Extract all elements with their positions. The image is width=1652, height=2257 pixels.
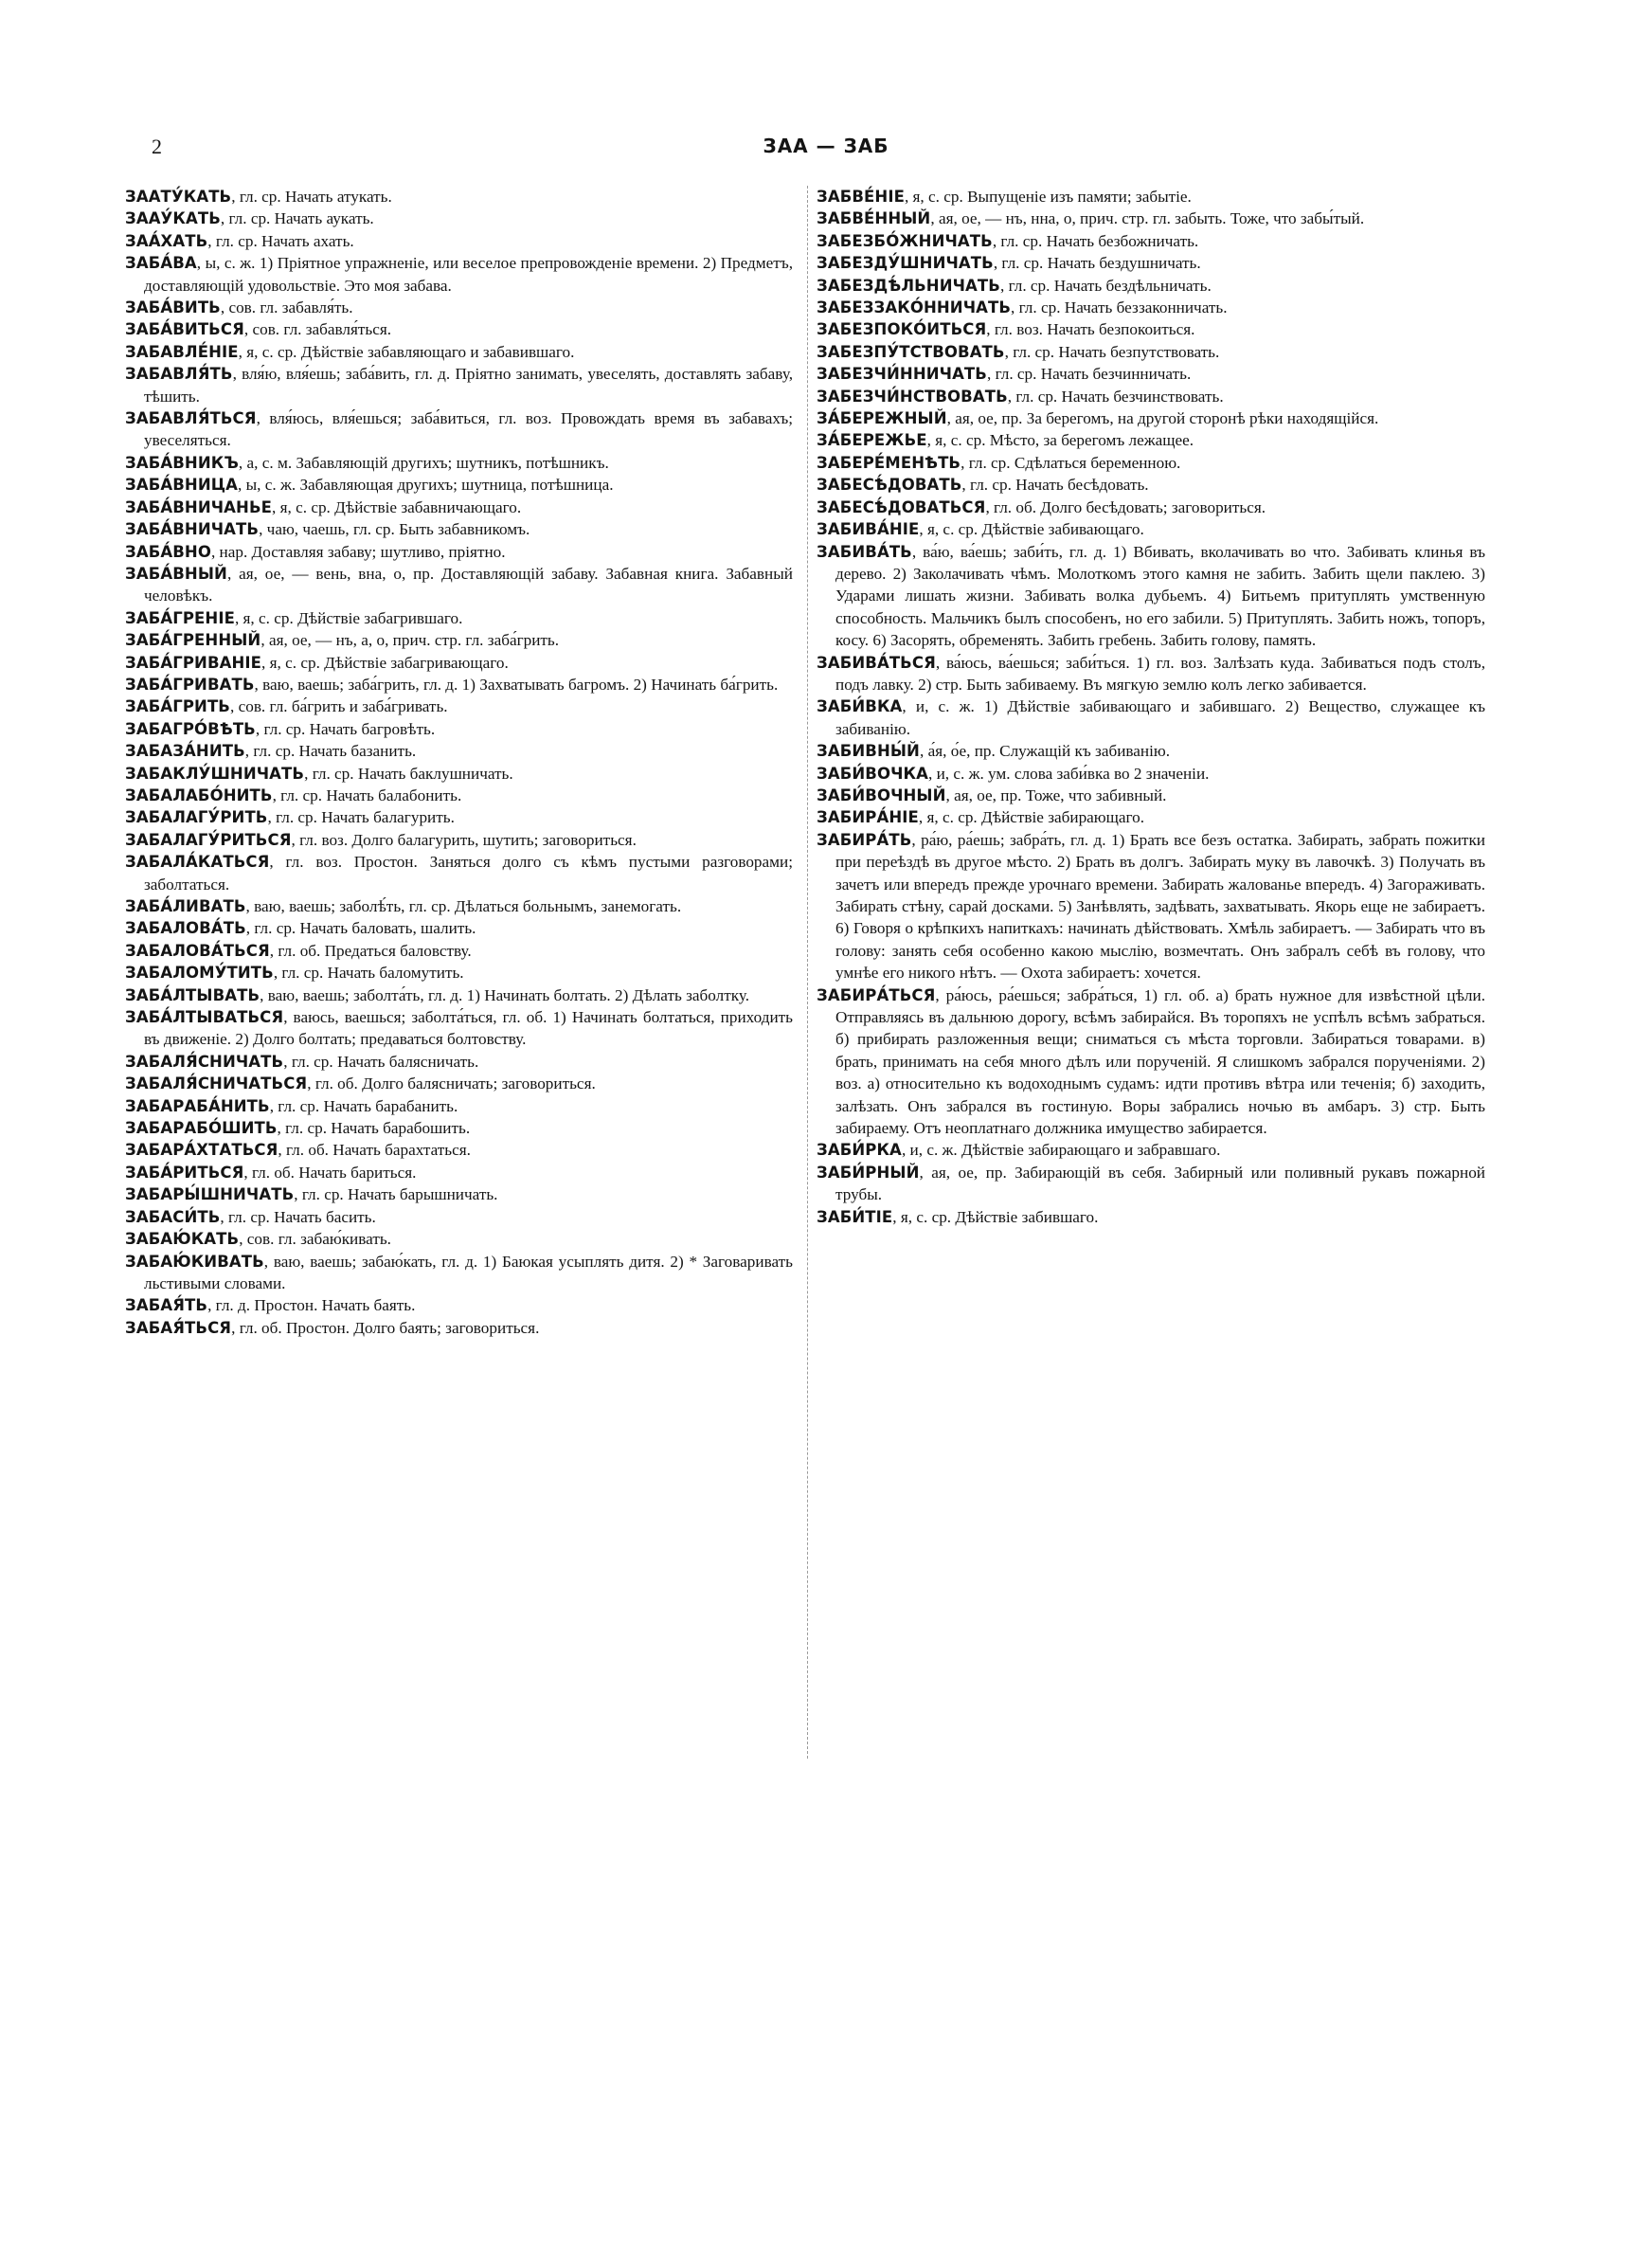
dictionary-entry bbox=[817, 497, 1485, 518]
dictionary-entry bbox=[125, 318, 793, 340]
dictionary-entry bbox=[817, 186, 1485, 208]
dictionary-entry bbox=[125, 1051, 793, 1073]
dictionary-entry bbox=[125, 806, 793, 828]
entry-headword: ЗАБИ́РКА bbox=[817, 1141, 902, 1160]
entry-definition: , ваю, ваешь; забаю́кать, гл. д. 1) Баюкая усыплять дитя. 2) * Заговаривать льстивыми словами. bbox=[144, 1252, 793, 1292]
entry-headword: ЗАБИ́ВОЧНЫЙ bbox=[817, 785, 946, 804]
entry-definition: , а, с. м. Забавляющій другихъ; шутникъ, потѣшникъ. bbox=[238, 453, 609, 472]
dictionary-entry bbox=[817, 1162, 1485, 1206]
entry-headword: ЗАБИ́ТІЕ bbox=[817, 1207, 893, 1226]
dictionary-entry bbox=[125, 851, 793, 895]
dictionary-entry bbox=[125, 607, 793, 629]
entry-definition: , и, с. ж. 1) Дѣйствіе забивающаго и забившаго. 2) Вещество, служащее къ забиванію. bbox=[835, 697, 1485, 738]
entry-headword: ЗАБАКЛУ́ШНИЧАТЬ bbox=[125, 764, 305, 783]
dictionary-entry bbox=[817, 297, 1485, 318]
entry-headword: ЗАБА́ВНИЧАНЬЕ bbox=[125, 497, 272, 516]
entry-headword: ЗАБАЛАГУ́РИТЬСЯ bbox=[125, 830, 292, 849]
entry-headword: ЗАБА́ВНО bbox=[125, 542, 211, 561]
entry-definition: , сов. гл. забавля́ть. bbox=[220, 298, 353, 317]
dictionary-entry bbox=[817, 386, 1485, 407]
entry-definition: , гл. ср. Начать багровѣть. bbox=[255, 719, 436, 738]
entry-headword: ЗАБАЛЯ́СНИЧАТЬ bbox=[125, 1052, 284, 1071]
dictionary-entry bbox=[125, 474, 793, 496]
entry-definition: , гл. ср. Начать барабошить. bbox=[277, 1119, 471, 1138]
entry-definition: , гл. ср. Начать безчинничать. bbox=[986, 365, 1192, 384]
entry-definition: , ая, ое, пр. За берегомъ, на другой сторонѣ рѣки находящійся. bbox=[946, 409, 1379, 428]
dictionary-entry bbox=[817, 1139, 1485, 1161]
entry-definition: , ая, ое, — вень, вна, о, пр. Доставляющій забаву. Забавная книга. Забавный человѣкъ. bbox=[144, 564, 793, 605]
entry-headword: ЗАБАЛОВА́ТЬСЯ bbox=[125, 941, 270, 960]
dictionary-entry bbox=[817, 429, 1485, 451]
dictionary-entry bbox=[817, 1206, 1485, 1228]
entry-headword: ЗАБИВА́ТЬСЯ bbox=[817, 653, 936, 672]
entry-definition: , нар. Доставляя забаву; шутливо, пріятно. bbox=[210, 542, 506, 561]
dictionary-entry bbox=[125, 452, 793, 474]
entry-headword: ЗАБА́ВИТЬСЯ bbox=[125, 320, 244, 339]
entry-definition: , я, с. ср. Мѣсто, за берегомъ лежащее. bbox=[926, 431, 1194, 450]
dictionary-entry bbox=[125, 984, 793, 1006]
entry-definition: , я, с. ср. Дѣйствіе забавляющаго и забавившаго. bbox=[238, 342, 575, 361]
entry-headword: ЗАБВЕ́ННЫЙ bbox=[817, 209, 931, 228]
dictionary-entry bbox=[817, 695, 1485, 740]
entry-definition: , я, с. ср. Дѣйствіе забагрившаго. bbox=[234, 608, 463, 627]
entry-definition: , чаю, чаешь, гл. ср. Быть забавникомъ. bbox=[259, 520, 530, 539]
entry-definition: , гл. ср. Начать бездушничать. bbox=[993, 254, 1201, 273]
entry-definition: , ы, с. ж. Забавляющая другихъ; шутница, потѣшница. bbox=[238, 476, 614, 495]
entry-headword: ЗАБИВА́ТЬ bbox=[817, 542, 912, 561]
page-number: 2 bbox=[152, 135, 162, 158]
entry-headword: ЗАБИ́РНЫЙ bbox=[817, 1163, 920, 1182]
entry-definition: , и, с. ж. Дѣйствіе забирающаго и забравшаго. bbox=[901, 1141, 1221, 1160]
entry-definition: , гл. ср. Начать безчинствовать. bbox=[1007, 387, 1224, 406]
entry-definition: , гл. об. Начать бариться. bbox=[243, 1163, 417, 1182]
entry-headword: ЗАБИ́ВОЧКА bbox=[817, 764, 928, 783]
entry-definition: , сов. гл. забаю́кивать. bbox=[239, 1230, 391, 1249]
dictionary-entry bbox=[125, 1228, 793, 1250]
entry-definition: , гл. ср. Начать безбожничать. bbox=[992, 231, 1199, 250]
dictionary-entry bbox=[125, 917, 793, 939]
entry-headword: ЗАБА́ГРЕННЫЙ bbox=[125, 631, 261, 650]
left-column bbox=[125, 186, 793, 1339]
entry-definition: , гл. воз. Начать безпокоиться. bbox=[986, 320, 1195, 339]
dictionary-entry bbox=[125, 895, 793, 917]
entry-headword: ЗАБА́ЛТЫВАТЬ bbox=[125, 985, 260, 1004]
entry-definition: , гл. об. Долго балясничать; заговориться. bbox=[307, 1074, 596, 1093]
entry-headword: ЗАБА́ВИТЬ bbox=[125, 298, 221, 317]
dictionary-entry bbox=[817, 407, 1485, 429]
entry-headword: ЗАБАВЛЯ́ТЬ bbox=[125, 365, 233, 384]
dictionary-entry bbox=[817, 230, 1485, 252]
entry-headword: ЗАБЕРЕ́МЕНѢТЬ bbox=[817, 453, 961, 472]
entry-headword: ЗАБА́ГРИВАНІЕ bbox=[125, 653, 262, 672]
entry-headword: ЗАБАСИ́ТЬ bbox=[125, 1207, 221, 1226]
entry-definition: , я, с. ср. Дѣйствіе забавничающаго. bbox=[272, 497, 522, 516]
entry-headword: ЗАБАРАБО́ШИТЬ bbox=[125, 1119, 278, 1138]
entry-headword: ЗАБАРА́ХТАТЬСЯ bbox=[125, 1141, 278, 1160]
entry-definition: , гл. ср. Начать базанить. bbox=[244, 742, 417, 761]
entry-definition: , я, с. ср. Дѣйствіе забирающаго. bbox=[918, 808, 1145, 827]
entry-definition: , ва́юсь, ва́ешься; заби́ться. 1) гл. воз. Залѣзать куда. Забиваться подъ столъ, подъ лавку. 2) стр. Быть забиваему. Въ мягкую землю колъ легко забивается. bbox=[835, 653, 1485, 694]
dictionary-entry bbox=[125, 1006, 793, 1051]
entry-definition: , гл. ср. Начать барабанить. bbox=[269, 1096, 458, 1115]
dictionary-entry bbox=[817, 452, 1485, 474]
entry-definition: , ая, ое, пр. Забирающій въ себя. Забирный или поливный рукавъ пожарной трубы. bbox=[835, 1163, 1485, 1204]
dictionary-entry bbox=[817, 252, 1485, 274]
dictionary-entry bbox=[125, 629, 793, 651]
dictionary-entry bbox=[125, 674, 793, 695]
entry-headword: ЗАБА́ВНИКЪ bbox=[125, 453, 239, 472]
entry-headword: ЗАБИВА́НІЕ bbox=[817, 520, 920, 539]
entry-definition: , а́я, о́е, пр. Служащій къ забиванію. bbox=[919, 742, 1171, 761]
entry-headword: ЗА́БЕРЕЖНЫЙ bbox=[817, 409, 947, 428]
entry-headword: ЗАБА́ВНЫЙ bbox=[125, 564, 227, 583]
dictionary-entry bbox=[125, 1317, 793, 1339]
entry-definition: , гл. ср. Начать атукать. bbox=[231, 188, 392, 206]
dictionary-entry bbox=[125, 1162, 793, 1183]
entry-definition: , я, с. ср. Дѣйствіе забивающаго. bbox=[919, 520, 1144, 539]
dictionary-entry bbox=[125, 740, 793, 762]
entry-definition: , ая, ое, пр. Тоже, что забивный. bbox=[945, 785, 1167, 804]
entry-definition: , гл. ср. Начать аукать. bbox=[220, 209, 374, 228]
dictionary-entry bbox=[125, 563, 793, 607]
entry-headword: ЗАБАЛОВА́ТЬ bbox=[125, 919, 246, 938]
entry-headword: ЗААТУ́КАТЬ bbox=[125, 188, 232, 206]
entry-headword: ЗАБА́ГРИВАТЬ bbox=[125, 675, 255, 694]
entry-headword: ЗАБАВЛЕ́НІЕ bbox=[125, 342, 239, 361]
column-divider bbox=[807, 186, 808, 1759]
dictionary-entry bbox=[125, 341, 793, 363]
entry-headword: ЗАБЕЗДѢ́ЛЬНИЧАТЬ bbox=[817, 276, 1000, 295]
dictionary-entry bbox=[125, 252, 793, 297]
dictionary-entry bbox=[817, 984, 1485, 1140]
entry-definition: , гл. об. Долго бесѣдовать; заговориться. bbox=[985, 497, 1266, 516]
entry-headword: ЗАБИРА́ТЬСЯ bbox=[817, 985, 936, 1004]
entry-headword: ЗАБАЛА́КАТЬСЯ bbox=[125, 853, 270, 872]
dictionary-entry bbox=[125, 1095, 793, 1117]
dictionary-entry bbox=[817, 474, 1485, 496]
dictionary-entry bbox=[125, 718, 793, 740]
dictionary-entry bbox=[817, 652, 1485, 696]
dictionary-entry bbox=[125, 1183, 793, 1205]
entry-definition: , ая, ое, — нъ, а, о, прич. стр. гл. заба́грить. bbox=[260, 631, 560, 650]
entry-definition: , гл. ср. Начать бездѣльничать. bbox=[999, 276, 1212, 295]
entry-headword: ЗАБЕЗЧИ́НСТВОВАТЬ bbox=[817, 387, 1008, 406]
entry-headword: ЗАБАЮ́КИВАТЬ bbox=[125, 1252, 264, 1271]
entry-definition: , гл. ср. Начать баклушничать. bbox=[304, 764, 513, 783]
entry-headword: ЗАБА́ГРЕНІЕ bbox=[125, 608, 235, 627]
entry-definition: , гл. ср. Начать баломутить. bbox=[273, 964, 464, 983]
dictionary-entry bbox=[125, 363, 793, 407]
entry-definition: , гл. ср. Начать балясничать. bbox=[283, 1052, 479, 1071]
entry-headword: ЗАБЕЗБО́ЖНИЧАТЬ bbox=[817, 231, 993, 250]
entry-definition: , и, с. ж. ум. слова заби́вка во 2 значеніи. bbox=[927, 764, 1210, 783]
dictionary-entry bbox=[817, 763, 1485, 785]
entry-definition: , гл. ср. Начать баловать, шалить. bbox=[245, 919, 476, 938]
entry-headword: ЗАБА́ЛИВАТЬ bbox=[125, 897, 246, 915]
entry-definition: , ва́ю, ва́ешь; заби́ть, гл. д. 1) Вбивать, вколачивать во что. Забивать клинья въ дерево. 2) Заколачивать чѣмъ. Молоткомъ этого камня не забить. Забить щели паклею. 3) Ударами лишать жизни. Забивать волка дубьемъ. 4) Битьемъ притуплять умственную способность. Мальчикъ былъ способенъ, но его забили. 5) Притуплять. Забить ножъ, топоръ, косу. 6) Засорять, обременять. Забить гребень. Забить голову, память. bbox=[835, 542, 1485, 650]
entry-headword: ЗАБАЗА́НИТЬ bbox=[125, 742, 245, 761]
dictionary-entry bbox=[125, 1139, 793, 1161]
dictionary-entry bbox=[817, 518, 1485, 540]
dictionary-entry bbox=[125, 407, 793, 452]
entry-headword: ЗАБЕЗПУ́ТСТВОВАТЬ bbox=[817, 342, 1005, 361]
dictionary-entry bbox=[125, 297, 793, 318]
entry-definition: , гл. воз. Долго балагурить, шутить; заговориться. bbox=[291, 830, 637, 849]
entry-definition: , ра́юсь, ра́ешься; забра́ться, 1) гл. об. а) брать нужное для извѣстной цѣли. Отправляясь въ дальнюю дорогу, всѣмъ забирайся. Въ торопяхъ не успѣлъ всѣмъ забраться. б) прибирать разложенныя вещи; сниматься съ мѣста торговли. Забираться товарами. в) брать, принимать на себя много дѣлъ или порученій. Я слишкомъ забрался порученіями. 2) воз. а) относительно къ водоходнымъ судамъ: идти противъ вѣтра или теченія; б) заходить, залѣзать. Онъ забрался въ гостиную. Воры забрались ночью въ амбаръ. 3) стр. Быть забираему. Отъ неоплатнаго должника имущество забирается. bbox=[835, 985, 1485, 1138]
dictionary-entry bbox=[125, 208, 793, 229]
entry-definition: , гл. ср. Начать безпутствовать. bbox=[1004, 342, 1220, 361]
entry-headword: ЗАБАВЛЯ́ТЬСЯ bbox=[125, 409, 257, 428]
entry-definition: , гл. ср. Начать ахать. bbox=[207, 231, 354, 250]
dictionary-entry bbox=[125, 230, 793, 252]
dictionary-entry bbox=[125, 1251, 793, 1295]
entry-headword: ЗАБИРА́НІЕ bbox=[817, 808, 919, 827]
dictionary-entry bbox=[817, 341, 1485, 363]
entry-definition: , гл. ср. Сдѣлаться беременною. bbox=[961, 453, 1181, 472]
entry-headword: ЗАБИВНЫ́Й bbox=[817, 742, 920, 761]
dictionary-entry bbox=[125, 652, 793, 674]
entry-headword: ЗАБАРАБА́НИТЬ bbox=[125, 1096, 270, 1115]
entry-definition: , ра́ю, ра́ешь; забра́ть, гл. д. 1) Брать все безъ остатка. Забирать, забрать пожитки при переѣздѣ въ другое мѣсто. 2) Брать въ долгъ. Забирать муку въ лавочкѣ. 3) Получать въ зачетъ или впередъ прежде урочнаго времени. Забирать жалованье впередъ. 4) Загораживать. Забирать стѣну, сарай досками. 5) Занѣвлять, задѣвать, захватывать. Якорь еще не забираетъ. 6) Говоря о крѣпкихъ напиткахъ: начинать дѣйствовать. Хмѣль забираетъ. — Забирать что въ голову: занять себя особенно какою мыслію, возмечтать. Онъ забралъ себѣ въ голову, что умнѣе его никого нѣтъ. — Охота забираетъ: хочется. bbox=[835, 830, 1485, 983]
dictionary-entry bbox=[125, 940, 793, 962]
entry-headword: ЗААУ́КАТЬ bbox=[125, 209, 221, 228]
entry-headword: ЗАБАЮ́КАТЬ bbox=[125, 1230, 240, 1249]
entry-definition: , гл. ср. Начать беззаконничать. bbox=[1011, 298, 1228, 317]
entry-definition: , гл. ср. Начать барышничать. bbox=[294, 1185, 498, 1204]
entry-headword: ЗАБА́ВНИЦА bbox=[125, 476, 239, 495]
entry-definition: , ваюсь, ваешься; заболта́ться, гл. об. 1) Начинать болтаться, приходить въ движеніе. 2) Долго болтать; предаваться болтовству. bbox=[144, 1008, 793, 1049]
dictionary-entry bbox=[817, 363, 1485, 385]
entry-definition: , ая, ое, — нъ, нна, о, прич. стр. гл. забыть. Тоже, что забы́тый. bbox=[930, 209, 1365, 228]
entry-definition: , сов. гл. забавля́ться. bbox=[243, 320, 392, 339]
entry-definition: , сов. гл. ба́грить и заба́гривать. bbox=[230, 697, 448, 716]
entry-headword: ЗАБАРЫ́ШНИЧАТЬ bbox=[125, 1185, 295, 1204]
entry-headword: ЗА́БЕРЕЖЬЕ bbox=[817, 431, 927, 450]
entry-definition: , ваю, ваешь; заболѣ́ть, гл. ср. Дѣлаться больнымъ, занемогать. bbox=[245, 897, 682, 915]
dictionary-entry bbox=[817, 541, 1485, 652]
dictionary-entry bbox=[125, 1206, 793, 1228]
entry-headword: ЗАБАЛАГУ́РИТЬ bbox=[125, 808, 268, 827]
entry-headword: ЗАБАЯ́ТЬСЯ bbox=[125, 1318, 232, 1337]
dictionary-entry bbox=[817, 275, 1485, 297]
entry-definition: , вля́ю, вля́ешь; заба́вить, гл. д. Пріятно занимать, увеселять, доставлять забаву, тѣшить. bbox=[144, 365, 793, 406]
entry-definition: , я, с. ср. Дѣйствіе забагривающаго. bbox=[261, 653, 509, 672]
entry-headword: ЗАБЕЗЗАКО́ННИЧАТЬ bbox=[817, 298, 1012, 317]
entry-definition: , ы, с. ж. 1) Пріятное упражненіе, или веселое препровожденіе времени. 2) Предметъ, доставляющій удовольствіе. Это моя забава. bbox=[144, 254, 793, 295]
dictionary-entry bbox=[125, 1294, 793, 1316]
entry-headword: ЗАБА́РИТЬСЯ bbox=[125, 1163, 244, 1182]
dictionary-entry bbox=[817, 806, 1485, 828]
entry-headword: ЗАБИ́ВКА bbox=[817, 697, 903, 716]
entry-headword: ЗАБАГРО́ВѢТЬ bbox=[125, 719, 256, 738]
entry-headword: ЗАБЕСѢ́ДОВАТЬСЯ bbox=[817, 497, 986, 516]
dictionary-entry bbox=[125, 518, 793, 540]
entry-headword: ЗАБЕЗПОКО́ИТЬСЯ bbox=[817, 320, 987, 339]
entry-definition: , вля́юсь, вля́ешься; заба́виться, гл. воз. Провождать время въ забавахъ; увеселяться. bbox=[144, 409, 793, 450]
entry-definition: , гл. об. Предаться баловству. bbox=[269, 941, 472, 960]
entry-headword: ЗАА́ХАТЬ bbox=[125, 231, 208, 250]
dictionary-entry bbox=[817, 318, 1485, 340]
entry-definition: , я, с. ср. Выпущеніе изъ памяти; забытіе. bbox=[904, 188, 1192, 206]
dictionary-entry bbox=[817, 740, 1485, 762]
entry-headword: ЗАБИРА́ТЬ bbox=[817, 830, 912, 849]
entry-headword: ЗАБЕСѢ́ДОВАТЬ bbox=[817, 476, 962, 495]
entry-headword: ЗАБАЛЯ́СНИЧАТЬСЯ bbox=[125, 1074, 308, 1093]
dictionary-entry bbox=[125, 1117, 793, 1139]
entry-headword: ЗАБА́ВНИЧАТЬ bbox=[125, 520, 260, 539]
entry-headword: ЗАБА́ЛТЫВАТЬСЯ bbox=[125, 1008, 284, 1027]
entry-headword: ЗАБВЕ́НІЕ bbox=[817, 188, 905, 206]
dictionary-entry bbox=[125, 829, 793, 851]
entry-headword: ЗАБЕЗДУ́ШНИЧАТЬ bbox=[817, 254, 994, 273]
right-column bbox=[817, 186, 1485, 1228]
entry-definition: , ваю, ваешь; заболта́ть, гл. д. 1) Начинать болтать. 2) Дѣлать заболтку. bbox=[260, 985, 749, 1004]
entry-definition: , гл. ср. Начать басить. bbox=[220, 1207, 376, 1226]
dictionary-entry bbox=[125, 541, 793, 563]
dictionary-entry bbox=[817, 829, 1485, 984]
entry-definition: , гл. об. Начать барахтаться. bbox=[278, 1141, 471, 1160]
entry-headword: ЗАБАЛАБО́НИТЬ bbox=[125, 785, 273, 804]
dictionary-entry bbox=[125, 962, 793, 984]
dictionary-entry bbox=[125, 785, 793, 806]
entry-headword: ЗАБАЯ́ТЬ bbox=[125, 1296, 208, 1315]
entry-headword: ЗАБА́ВА bbox=[125, 254, 197, 273]
entry-definition: , гл. ср. Начать балабонить. bbox=[272, 785, 462, 804]
dictionary-entry bbox=[817, 208, 1485, 229]
entry-headword: ЗАБА́ГРИТЬ bbox=[125, 697, 230, 716]
entry-definition: , гл. воз. Простон. Заняться долго съ кѣмъ пустыми разговорами; заболтаться. bbox=[144, 853, 793, 894]
dictionary-entry bbox=[817, 785, 1485, 806]
running-head: ЗАА — ЗАБ bbox=[763, 135, 889, 157]
entry-headword: ЗАБЕЗЧИ́ННИЧАТЬ bbox=[817, 365, 987, 384]
dictionary-entry bbox=[125, 1073, 793, 1094]
entry-definition: , гл. об. Простон. Долго баять; заговориться. bbox=[231, 1318, 540, 1337]
dictionary-entry bbox=[125, 763, 793, 785]
dictionary-entry bbox=[125, 186, 793, 208]
entry-headword: ЗАБАЛОМУ́ТИТЬ bbox=[125, 964, 274, 983]
entry-definition: , гл. ср. Начать бесѣдовать. bbox=[961, 476, 1149, 495]
entry-definition: , я, с. ср. Дѣйствіе забившаго. bbox=[892, 1207, 1099, 1226]
entry-definition: , гл. д. Простон. Начать баять. bbox=[207, 1296, 416, 1315]
entry-definition: , гл. ср. Начать балагурить. bbox=[267, 808, 455, 827]
entry-definition: , ваю, ваешь; заба́грить, гл. д. 1) Захватывать багромъ. 2) Начинать ба́грить. bbox=[254, 675, 779, 694]
dictionary-entry bbox=[125, 497, 793, 518]
dictionary-entry bbox=[125, 695, 793, 717]
